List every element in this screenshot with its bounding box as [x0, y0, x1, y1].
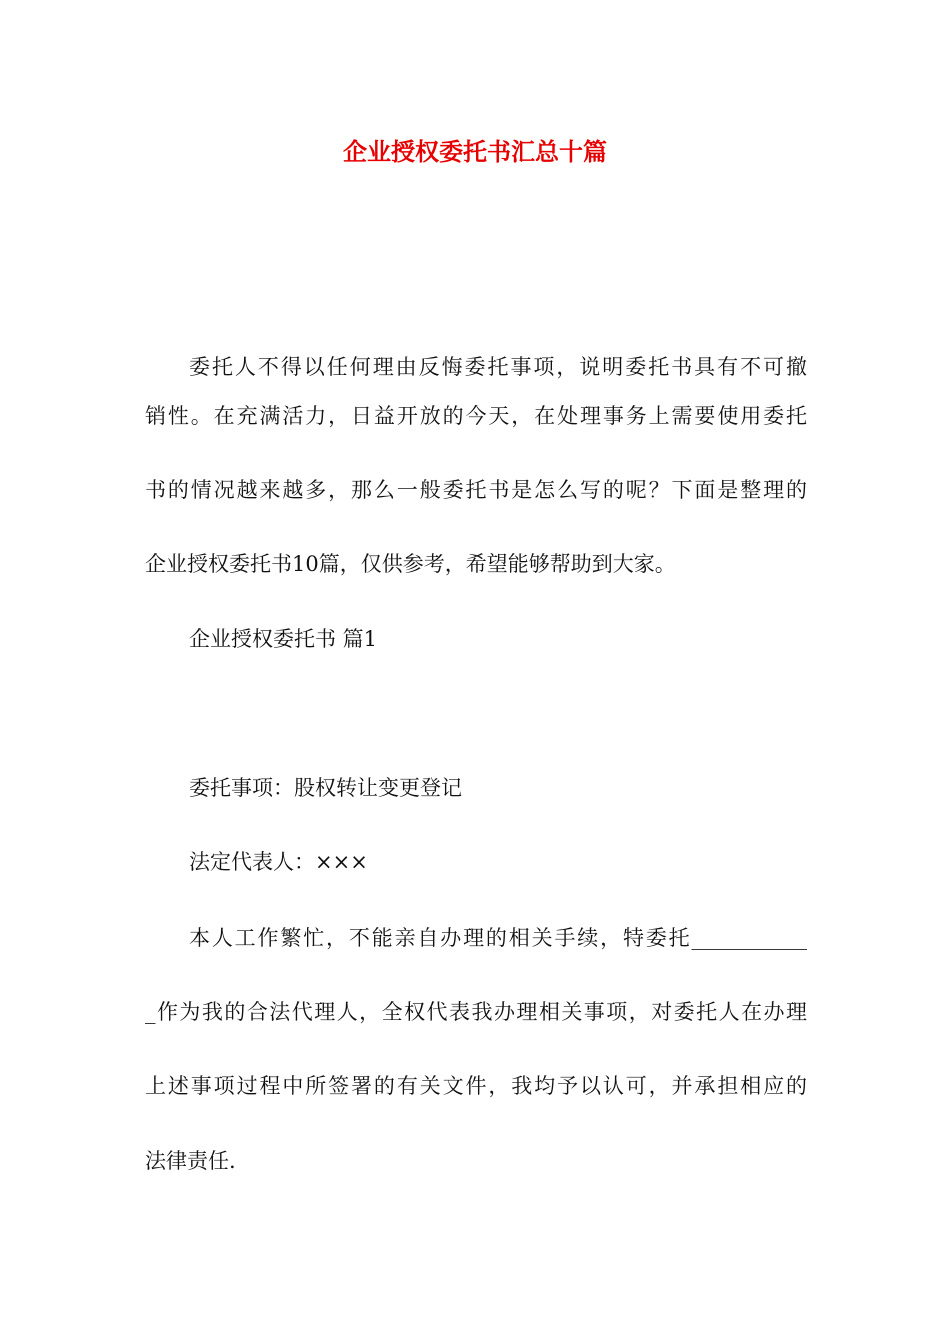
- paragraph-1-line-4: 企业授权委托书10篇，仅供参考，希望能够帮助到大家。: [145, 552, 676, 576]
- paragraph-2-line-4: 法律责任.: [145, 1149, 236, 1173]
- paragraph-1-line-2: 销性。在充满活力，日益开放的今天，在处理事务上需要使用委托: [145, 404, 807, 428]
- paragraph-2-line-3: 上述事项过程中所签署的有关文件，我均予以认可，并承担相应的: [145, 1074, 807, 1098]
- legal-representative: 法定代表人：×××: [189, 850, 368, 874]
- section-heading: 企业授权委托书 篇1: [189, 627, 378, 651]
- paragraph-1-line-1: 委托人不得以任何理由反悔委托事项，说明委托书具有不可撤: [189, 355, 807, 379]
- paragraph-1-line-3: 书的情况越来越多，那么一般委托书是怎么写的呢？下面是整理的: [145, 478, 807, 502]
- commission-matter: 委托事项：股权转让变更登记: [189, 776, 462, 800]
- document-title: 企业授权委托书汇总十篇: [343, 137, 607, 166]
- paragraph-2-line-2: _作为我的合法代理人，全权代表我办理相关事项，对委托人在办理: [145, 1000, 807, 1024]
- paragraph-2-line-1: 本人工作繁忙，不能亲自办理的相关手续，特委托___________: [189, 926, 807, 950]
